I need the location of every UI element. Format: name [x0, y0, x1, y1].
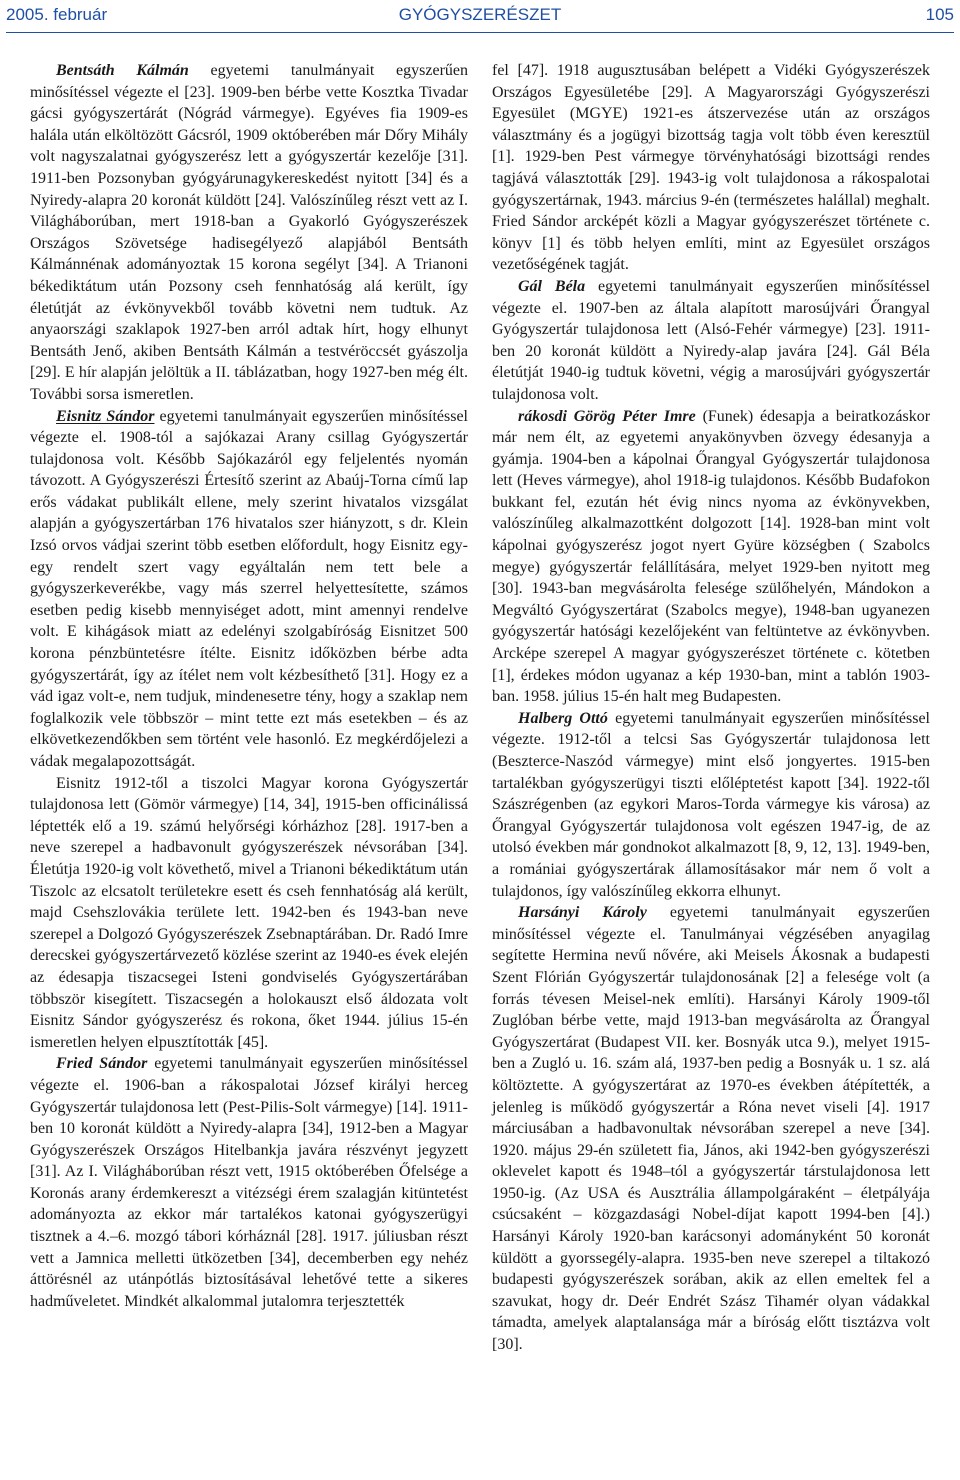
running-head	[6, 2, 954, 28]
paragraph-text: fel [47]. 1918 augusztusában belépett a Vidéki Gyógyszerészek Országos Egyesületébe [29]. A Magyarországi Gyógyszerészi Egyesület (MGYE) 1921-es átszervezése után az országos választmány és a jogügyi bizottság tagja volt több éven keresztül [1]. 1929-ben Pest vármegye törvényhatósági bizottsági rendes tagjává választották [29]. 1943-ig volt tulajdonosa a rákospalotai gyógyszertárnak, 1943. március 9-én (természetes halállal) meghalt. Fried Sándor arcképét közli a Magyar gyógyszerészet története c. könyv [1] és több helyen említi, mint az Egyesület országos vezetőségének tagját.	[492, 62, 930, 274]
person-name: Bentsáth Kálmán	[56, 62, 189, 79]
paragraph	[492, 276, 930, 406]
paragraph	[492, 60, 930, 276]
paragraph-text: (Funek) édesapja a beiratkozáskor már nem élt, az egyetemi anyakönyvben özvegy édesanyja a gyámja. 1904-ben a kápolnai Őrangyal Gyógyszertár tulajdonosa lett (Heves vármegye), ahol 1918-ig tulajdonos. Később Budafokon bukkant fel, ezután hét évig nincs nyoma az évkönyvekben, valószínűleg alkalmazottként dolgozott [14]. 1928-ban mint volt kápolnai gyógyszerész jogot nyert Gyüre községben ( Szabolcs megye) gyógyszertár felállítására, melyet 1929-ben nyitott meg [30]. 1943-ban megvásárolta felesége szülőhelyén, Mándokon a Megváltó Gyógyszertárat (Szabolcs megye), 1948-ban ugyanezen gyógyszertár hatósági kezelőjeként van feltüntetve az évkönyvben. Arcképe szerepel A magyar gyógyszerészet története c. kötetben [1], érdekes módon ugyanaz a kép 1930-ban, mint a tablón 1903-ban. 1958. július 15-én halt meg Budapesten.	[492, 407, 931, 706]
page-number: 105	[925, 5, 954, 24]
left-column	[30, 60, 468, 1312]
paragraph-text: egyetemi tanulmányait egyszerűen minősítéssel végezte el. 1907-ben az általa alapított marosújvári Őrangyal Gyógyszertár tulajdonosa lett (Alsó-Fehér vármegye) [23]. 1911-ben 20 koronát küldött a Nyiredy-alap javára [24]. Gál Béla életútját 1940-ig tudtuk követni, végig a marosújvári gyógyszertár tulajdonosa volt.	[492, 277, 930, 403]
person-name: Fried Sándor	[56, 1055, 148, 1073]
paragraph-text: Eisnitz 1912-től a tiszolci Magyar korona Gyógyszertár tulajdonosa lett (Gömör vármegye) [14, 34], 1915-ben officinálissá léptették elő a 19. számú helyőrségi kórházhoz [28]. 1917-ben a neve szerepel a hadbavonult gyógyszerészek névsorában [34]. Életútja 1920-ig volt követhető, mivel a Trianoni békediktátum után Tiszolc az elcsatolt területekre esett és cseh fennhatóság alá került, majd Csehszlovákia területe lett. 1942-ben és 1943-ban neve szerepel a Dolgozó Gyógyszerészek Zsebnaptárában. Dr. Radó Imre derecskei gyógyszertárvezető közlése szerint az 1940-es évek elején az édesapja tiszacsegei Isteni gondviselés Gyógyszertárában többször kisegített. Tiszacsegén a holokauszt első áldozata volt Eisnitz Sándor gyógyszerész és rokona, őket 1944. július 15-én ismeretlen helyen elpusztították [45].	[30, 774, 468, 1051]
paragraph-text: egyetemi tanulmányait egyszerűen minősítéssel végezte. 1912-től a telcsi Sas Gyógyszertár tulajdonosa lett (Beszterce-Naszód vármegye) mint első jongyertes. 1915-ben tartalékban gyógyszerügyi tiszti előléptetést kapott [34]. 1922-től Szászrégenben (az egykori Maros-Torda vármegye kis városa) az Őrangyal Gyógyszertár tulajdonosa volt egészen 1947-ig, de az utolsó években már gondnokot alkalmazott [8, 9, 12, 13]. 1949-ben, a romániai gyógyszertárak államosításakor már nem ő volt a tulajdonos, így valószínűleg ekkorra elhunyt.	[492, 709, 930, 900]
person-name: Harsányi Károly	[518, 904, 647, 922]
paragraph-text: egyetemi tanulmányait egyszerűen minősítéssel végezte el. 1906-ban a rákospalotai József királyi herceg Gyógyszertár tulajdonosa lett (Pest-Pilis-Solt vármegye) [14]. 1911-ben 10 koronát küldött a Nyiredy-alapra [34], 1912-ben a Magyar Gyógyszerészek Országos Hitelbankja javára részvényt jegyzett [31]. Az I. Világháborúban részt vett, 1915 októberében Őfelsége a Koronás arany érdemkereszt a vitézségi érem szalagján kitüntetést adományozta az ekkor már tartalékos katonai gyógyszerügyi tisztnek a 4.–6. mozgó tábori kórháznál [28]. 1917. júliusban részt vett a Jamnica melletti ütközetben [34], decemberben egy nehéz áttörésnél az utánpótlás biztosításával lehetővé tette a sikeres hadműveletet. Mindkét alkalommal jutalomra terjesztették	[30, 1055, 468, 1310]
person-name: Eisnitz Sándor	[56, 407, 155, 425]
underlined-name	[56, 408, 154, 425]
person-name: Halberg Ottó	[518, 709, 608, 727]
paragraph	[30, 1053, 468, 1312]
paragraph	[492, 902, 930, 1355]
right-column	[492, 60, 930, 1356]
paragraph-text: egyetemi tanulmányait egyszerűen minősítéssel végezte el. Tanulmányai végzésében anyagilag segítette Hermina nevű nővére, aki Meisels Ákosnak a budapesti Szent Flórián Gyógyszertár tulajdonosának [2] a felesége volt (a forrás tévesen Meisel-nek említi). Harsányi Károly 1909-től Zuglóban bérbe vette, majd 1913-ban megvásárolta az Őrangyal Gyógyszertárat (Budapest VII. ker. Bosnyák utca 9.), melyet 1915-ben a Zugló u. 16. szám alá, 1937-ben pedig a Bosnyák u. 1 sz. alá költöztette. A gyógyszertárat az 1970-es években átépítették, a jelenleg is működő gyógyszertár a Róna nevet viseli [4]. 1917 márciusában a hadbavonultak névsorában szerepel a neve [34]. 1920. május 29-én született fia, János, aki 1942-ben gyógyszerészi oklevelet kapott és 1948–tól a gyógyszertár társtulajdonosa lett 1950-ig. (Az USA és Ausztrália állampolgáraként – életpályája csúcsaként – közgazdasági Nobel-díjat kapott 1994-ben [4].) Harsányi Károly 1920-ban karácsonyi adományként 50 koronát küldött a gyorssegély-alapra. 1935-ben neve szerepel a tiltakozó budapesti gyógyszerészek sorában, akik az ellen emeltek fel a szavukat, hogy dr. Deér Endrét Szász Tihamér olyan vádakkal támadta, amelyek alaptalansága már a bíróság előtt tisztázva volt [30].	[492, 904, 930, 1354]
header-rule	[6, 32, 954, 33]
paragraph	[30, 773, 468, 1054]
paragraph	[492, 406, 930, 708]
person-name: Gál Béla	[518, 277, 586, 295]
issue-date: 2005. február	[6, 5, 108, 24]
paragraph	[30, 60, 468, 406]
journal-title: GYÓGYSZERÉSZET	[398, 5, 562, 24]
person-name: rákosdi Görög Péter Imre	[518, 407, 696, 425]
paragraph	[492, 708, 930, 902]
paragraph-text: egyetemi tanulmányait egyszerűen minősítéssel végezte el. 1908-tól a sajókazai Arany csillag Gyógyszertár tulajdonosa volt. Később Sajókazáról egy feljelentés nyomán távozott. A Gyógyszerészi Értesítő szerint az Abaúj-Torna című lap erős vádakat publikált ellene, mely szerint hivatalos vizsgálat alapján a gyógyszertárban 176 hivatalos szer hiányzott, s dr. Klein Izsó orvos vádjai szerint több esetben előfordult, hogy Eisnitz egy-egy rendelt szert vagy egyáltalán nem tett bele a gyógyszerkeverékbe, vagy más szerrel helyettesítette, számos esetben pedig kisebb mennyiséget adott, mint amennyi rendelve volt. E kihágások miatt az edelényi szolgabíróság Eisnitzet 500 korona pénzbüntetésre ítélte. Eisnitz időközben bérbe adta gyógyszertárát, így az ítélet nem volt kézbesíthető [31]. Hogy ez a vád igaz volt-e, nem tudjuk, mindenesetre tény, hogy a szaklap nem foglalkozik vele többször – mint tette ezt más esetekben – és az elkövetkezendőkben sem történt vele hasonló. Ez megkérdőjelezi a vádak megalapozottságát.	[30, 407, 469, 770]
paragraph	[30, 406, 468, 773]
paragraph-text: egyetemi tanulmányait egyszerűen minősítéssel végezte el [23]. 1909-ben bérbe vette Kosztka Tivadar gácsi gyógyszertárát (Nógrád vármegye). Egyéves fia 1909-es halála után elköltözött Gácsról, 1909 októberében már Dőry Mihály volt nagyszalatnai gyógyszerész lett a gyógyszertár kezelője [31]. 1911-ben Pozsonyban gyógyárunagykereskedést nyitott [34] és a Nyiredy-alapra 20 koronát küldött [24]. Valószínűleg részt vett az I. Világháborúban, mert 1918-ban a Gyakorló Gyógyszerészek Országos Szövetsége hadisegélyező alapjából Bentsáth Kálmánnénak adományoztak 15 korona segélyt [34]. A Trianoni békediktátum után Pozsony cseh fennhatóság alá került, így életútját az évkönyvekből tovább követni nem tudtuk. Az anyaországi szaklapok 1927-ben arról adtak hírt, hogy elhunyt Bentsáth Jenő, akiben Bentsáth Kálmán a testvéröccsét gyászolja [29]. E hír alapján jelöltük a II. táblázatban, hogy 1927-ben még élt. További sorsa ismeretlen.	[30, 62, 468, 403]
